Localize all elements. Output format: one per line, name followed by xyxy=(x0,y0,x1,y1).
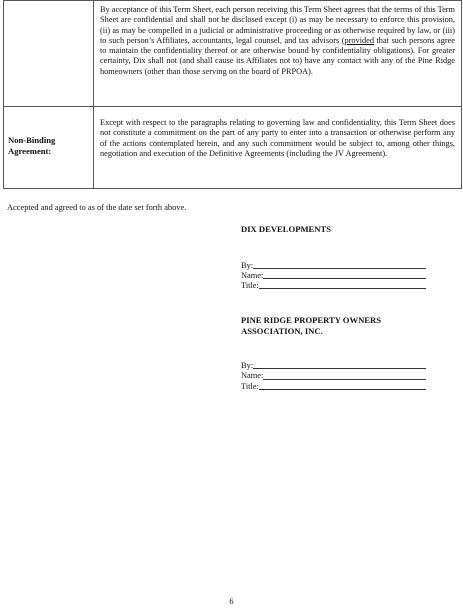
dix-by-rule[interactable] xyxy=(253,261,426,269)
confidentiality-label xyxy=(4,1,93,29)
dix-signature-block xyxy=(241,224,441,291)
prpoa-by-rule[interactable] xyxy=(253,361,426,369)
dix-party-name: DIX DEVELOPMENTS xyxy=(241,224,332,234)
dix-title-line[interactable] xyxy=(241,281,441,291)
confidentiality-text-part1: By acceptance of this Term Sheet, each person receiving this Term Sheet agrees that the terms of this Term Sheet are confidential and shall not be disclosed except (i) as may be necessary to enforce this provision, (ii) as may be compelled in a judicial or administrative proceeding or as otherwise required by law, or (iii) to such person’s Affiliates, accountants, legal counsel, and tax advisors ( xyxy=(100,5,455,45)
dix-by-line[interactable] xyxy=(241,261,441,271)
prpoa-title-rule[interactable] xyxy=(259,382,426,390)
dix-by-label: By: xyxy=(241,260,254,270)
page-number: 6 xyxy=(229,597,234,606)
non-binding-label-cell xyxy=(4,107,94,189)
dix-title-rule[interactable] xyxy=(259,281,426,289)
dix-name-line[interactable] xyxy=(241,271,441,281)
confidentiality-row xyxy=(4,1,462,107)
confidentiality-label-cell xyxy=(4,1,94,107)
prpoa-signature-block xyxy=(241,315,441,392)
non-binding-paragraph: Except with respect to the paragraphs relating to governing law and confidentiality, this Term Sheet does not constitute a commitment on the part of any party to enter into a transaction or otherwise perform any of the actions contemplated herein, and any such commitment would be subject to, among other things, negotiation and execution of the Definitive Agreements (including the JV Agreement). xyxy=(100,118,455,158)
confidentiality-paragraph xyxy=(94,1,461,77)
dix-name-label: Name: xyxy=(241,270,264,280)
non-binding-text-cell xyxy=(94,107,462,189)
dix-name-rule[interactable] xyxy=(263,271,426,279)
confidentiality-text-cell xyxy=(94,1,462,107)
provided-underlined: provided xyxy=(344,35,374,45)
term-sheet-table xyxy=(3,0,462,189)
prpoa-name-label: Name: xyxy=(241,371,264,381)
prpoa-name-rule[interactable] xyxy=(263,371,426,379)
prpoa-party-name-line2: ASSOCIATION, INC. xyxy=(241,325,323,336)
non-binding-row xyxy=(4,107,462,189)
dix-title-label: Title: xyxy=(241,281,259,291)
prpoa-party-name-line1: PINE RIDGE PROPERTY OWNERS xyxy=(241,315,381,325)
prpoa-name-line[interactable] xyxy=(241,371,441,381)
prpoa-title-label: Title: xyxy=(241,381,259,391)
non-binding-label: Non-Binding Agreement: xyxy=(8,135,56,156)
accepted-statement: Accepted and agreed to as of the date set forth above. xyxy=(7,203,187,212)
prpoa-by-line[interactable] xyxy=(241,361,441,371)
prpoa-by-label: By: xyxy=(241,361,254,370)
prpoa-title-line[interactable] xyxy=(241,382,441,392)
confidentiality-text-part2: that such persons agree to maintain the confidentiality thereof or are otherwise bound by confidentiality obligations). For greater certainty, Dix shall not (and shall cause its Affiliates not to) have any contact with any of the Pine Ridge homeowners (other than those serving on the board of PRPOA). xyxy=(100,35,455,76)
